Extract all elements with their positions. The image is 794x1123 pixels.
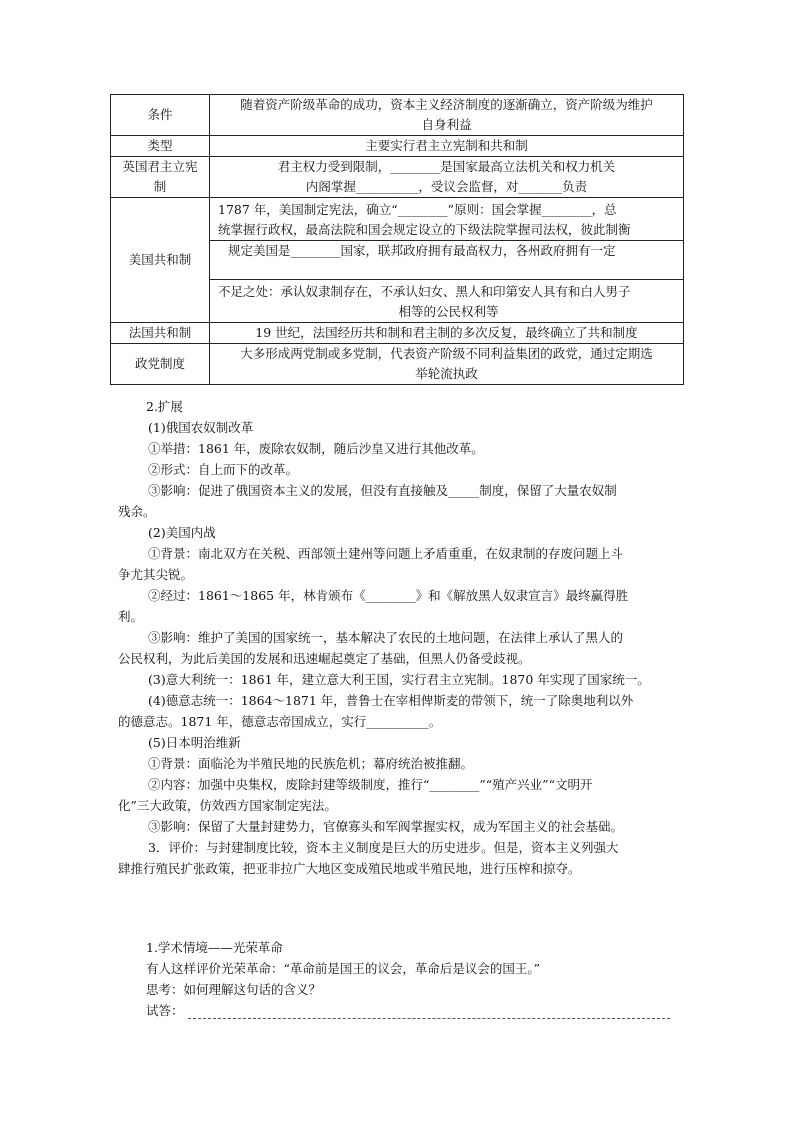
row-head [111, 157, 210, 198]
political-system-table [110, 94, 684, 385]
paragraph: ②形式：自上而下的改革。 [148, 462, 299, 477]
question-text: 思考：如何理解这句话的含义？ [146, 982, 322, 997]
paragraph: 公民权利，为此后美国的发展和迅速崛起奠定了基础，但黑人仍备受歧视。 [118, 651, 531, 666]
paragraph: ②内容：加强中央集权，废除封建等级制度，推行“________”“殖产兴业”“文明开 [148, 777, 593, 792]
paragraph: 化”三大政策，仿效西方国家制定宪法。 [118, 798, 337, 813]
cell-line [218, 261, 679, 279]
section-title: 1.学术情境——光荣革命 [146, 940, 283, 955]
paragraph: ③影响：维护了美国的国家统一，基本解决了农民的土地问题，在法律上承认了黑人的 [148, 630, 624, 645]
section-heading: 2.扩展 [146, 399, 183, 414]
subheading: (1)俄国农奴制改革 [148, 420, 254, 435]
cell-line: 1787 年，美国制定宪法，确立“________”原则：国会掌握________，总 [218, 202, 617, 217]
paragraph: ②经过：1861～1865 年，林肯颁布《________》和《解放黑人奴隶宣言》最终赢得胜 [148, 588, 629, 603]
cell-line: 随着资产阶级革命的成功，资本主义经济制度的逐渐确立，资产阶级为维护 [240, 97, 653, 112]
row-content [210, 157, 684, 198]
paragraph: 的德意志。1871 年，德意志帝国成立，实行__________。 [118, 714, 442, 729]
paragraph: 利。 [118, 609, 144, 624]
paragraph: 肆推行殖民扩张政策，把亚非拉广大地区变成殖民地或半殖民地，进行压榨和掠夺。 [118, 861, 581, 876]
answer-label: 试答： [146, 1003, 184, 1018]
table-row [111, 95, 684, 136]
subheading: (2)美国内战 [148, 525, 216, 540]
row-content [210, 198, 684, 323]
head-line: 制 [153, 179, 167, 194]
paragraph: (3)意大利统一：1861 年，建立意大利王国，实行君主立宪制。1870 年实现了国家统一。 [148, 672, 650, 687]
subheading: (5)日本明治维新 [148, 735, 241, 750]
paragraph: ③影响：促进了俄国资本主义的发展，但没有直接触及_____制度，保留了大量农奴制 [148, 483, 617, 498]
table-row [111, 323, 684, 344]
paragraph: ①背景：南北双方在关税、西部领土建州等问题上矛盾重重，在奴隶制的存废问题上斗 [148, 546, 624, 561]
row-head: 美国共和制 [111, 198, 210, 323]
head-line: 英国君主立宪 [122, 159, 198, 174]
table-row [111, 198, 684, 323]
answer-blank[interactable] [188, 1004, 670, 1019]
paragraph: ③影响：保留了大量封建势力，官僚寡头和军阀掌握实权，成为军国主义的社会基础。 [148, 819, 624, 834]
row-head: 法国共和制 [111, 323, 210, 344]
expansion-section [118, 396, 684, 879]
table-row [111, 136, 684, 157]
cell-line: 内阁掌握__________，受议会监督，对_______负责 [305, 179, 588, 194]
table-row [111, 157, 684, 198]
academic-context-section [146, 937, 686, 1021]
cell-line: 自身利益 [421, 117, 472, 132]
cell-line: 君主权力受到限制，________是国家最高立法机关和权力机关 [277, 159, 616, 174]
paragraph: 3．评价：与封建制度比较，资本主义制度是巨大的历史进步。但是，资本主义列强大 [148, 840, 619, 855]
row-content [210, 344, 684, 385]
answer-line [146, 1000, 686, 1021]
cell-line: 举轮流执政 [415, 366, 478, 381]
quote-text: 有人这样评价光荣革命：“革命前是国王的议会，革命后是议会的国王。” [146, 961, 541, 976]
paragraph: (4)德意志统一：1864～1871 年，普鲁士在宰相俾斯麦的带领下，统一了除奥地利以外 [148, 693, 634, 708]
table-row [111, 344, 684, 385]
cell-line: 相等的公民权利等 [398, 304, 499, 319]
cell-line: 不足之处：承认奴隶制存在，不承认妇女、黑人和印第安人具有和白人男子 [210, 279, 683, 302]
paragraph: 残余。 [118, 504, 156, 519]
cell-line: 大多形成两党制或多党制，代表资产阶级不同利益集团的政党，通过定期选 [240, 346, 653, 361]
row-head: 类型 [111, 136, 210, 157]
row-head: 政党制度 [111, 344, 210, 385]
cell-line: 统掌握行政权，最高法院和国会规定设立的下级法院掌握司法权，彼此制衡 [218, 222, 631, 237]
paragraph: 争尤其尖锐。 [118, 567, 194, 582]
paragraph: ①背景：面临沦为半殖民地的民族危机；幕府统治被推翻。 [148, 756, 474, 771]
row-content [210, 95, 684, 136]
cell-line: 规定美国是________国家，联邦政府拥有最高权力，各州政府拥有一定 [210, 240, 683, 261]
row-head: 条件 [111, 95, 210, 136]
row-content: 主要实行君主立宪制和共和制 [210, 136, 684, 157]
paragraph: ①举措：1861 年，废除农奴制，随后沙皇又进行其他改革。 [148, 441, 484, 456]
row-content: 19 世纪，法国经历共和制和君主制的多次反复，最终确立了共和制度 [210, 323, 684, 344]
